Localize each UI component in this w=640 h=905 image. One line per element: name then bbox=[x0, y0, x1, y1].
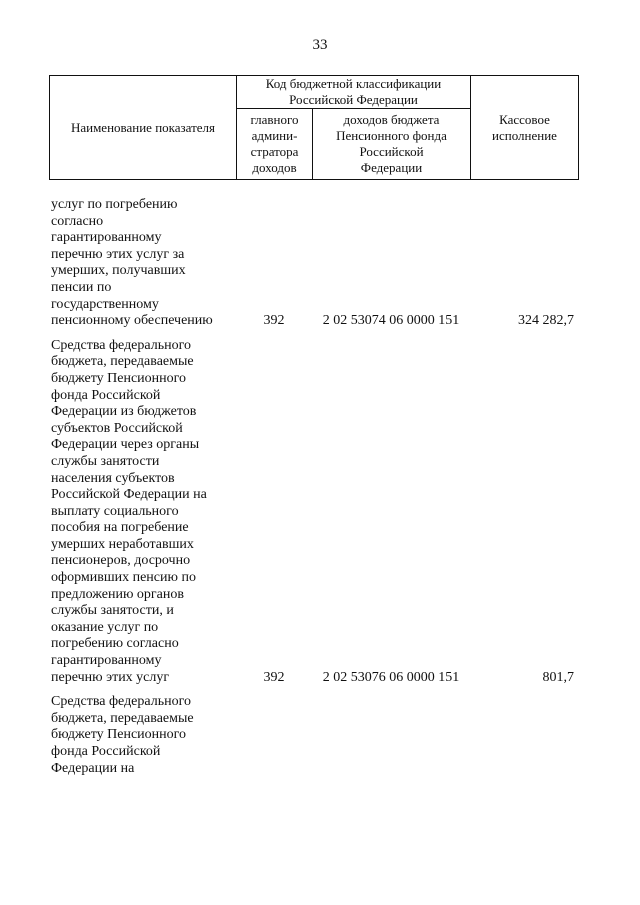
table-header bbox=[49, 75, 579, 180]
indicator-name-line: услуг по погребению bbox=[51, 197, 178, 212]
table-body bbox=[49, 197, 578, 777]
indicator-name-line: Федерации из бюджетов bbox=[51, 404, 197, 420]
admin-code bbox=[236, 694, 312, 777]
indicator-name-line: фонда Российской bbox=[51, 744, 161, 759]
indicator-name-line: оказание услуг по bbox=[51, 619, 159, 635]
header-admin-line: стратора bbox=[250, 144, 299, 159]
indicator-name-line: умерших, получавших bbox=[51, 263, 186, 279]
header-admin-line: главного bbox=[250, 112, 299, 127]
header-income-column bbox=[313, 109, 471, 180]
indicator-name-line: Федерации на bbox=[51, 760, 135, 776]
cash-execution-amount: 801,7 bbox=[542, 669, 574, 685]
table-row bbox=[49, 338, 578, 686]
table-row bbox=[49, 694, 578, 777]
header-code-group bbox=[237, 76, 471, 109]
indicator-name-line: Федерации через органы bbox=[51, 437, 200, 453]
indicator-name-line: умерших неработавших bbox=[51, 536, 194, 552]
header-code-group-line: Российской Федерации bbox=[289, 92, 418, 107]
income-code bbox=[312, 694, 470, 777]
indicator-name-line: предложению органов bbox=[51, 586, 184, 602]
indicator-name-line: перечню этих услуг за bbox=[51, 246, 185, 262]
header-income-line: Российской bbox=[359, 144, 424, 159]
indicator-name-line: субъектов Российской bbox=[51, 420, 183, 436]
admin-code: 392 bbox=[263, 669, 285, 685]
indicator-name-line: Средства федерального bbox=[51, 694, 191, 710]
indicator-name-line: бюджету Пенсионного bbox=[51, 370, 187, 386]
header-amount-line: Кассовое bbox=[499, 111, 550, 127]
cash-execution-amount bbox=[470, 694, 578, 777]
indicator-name-line: населения субъектов bbox=[51, 470, 175, 486]
header-amount-line: исполнение bbox=[492, 127, 557, 143]
indicator-name-line: Средства федерального bbox=[51, 337, 191, 353]
income-code: 2 02 53076 06 0000 151 bbox=[322, 669, 460, 685]
indicator-name bbox=[49, 694, 236, 777]
header-income-line: Федерации bbox=[360, 160, 423, 175]
cash-execution-amount: 324 282,7 bbox=[518, 313, 574, 329]
header-amount-column bbox=[471, 76, 579, 180]
indicator-name-line: бюджета, передаваемые bbox=[51, 354, 194, 370]
indicator-name-line: Российской Федерации на bbox=[51, 487, 207, 503]
header-income-line: Пенсионного фонда bbox=[336, 128, 447, 143]
income-code: 2 02 53074 06 0000 151 bbox=[322, 313, 460, 329]
header-income-line: доходов бюджета bbox=[343, 112, 440, 127]
row-spacer bbox=[49, 330, 578, 338]
indicator-name-line: перечню этих услуг bbox=[51, 669, 170, 685]
indicator-name-line: фонда Российской bbox=[51, 387, 161, 403]
header-code-group-line: Код бюджетной классификации bbox=[265, 76, 442, 91]
indicator-name-line: государственному bbox=[51, 296, 159, 312]
indicator-name-line: гарантированному bbox=[51, 653, 162, 669]
indicator-name-line: погребению согласно bbox=[51, 636, 179, 652]
indicator-name-line: пособия на погребение bbox=[51, 520, 189, 536]
indicator-name bbox=[49, 338, 236, 686]
header-admin-line: доходов bbox=[252, 160, 297, 175]
indicator-name-line: оформивших пенсию по bbox=[51, 570, 196, 586]
indicator-name-line: пенсионному обеспечению bbox=[51, 313, 213, 329]
indicator-name-line: службы занятости bbox=[51, 453, 160, 469]
indicator-name-line: выплату социального bbox=[51, 503, 179, 519]
header-admin-column bbox=[237, 109, 313, 180]
indicator-name-line: бюджету Пенсионного bbox=[51, 727, 187, 743]
indicator-name-line: согласно bbox=[51, 213, 104, 229]
table-row bbox=[49, 197, 578, 330]
page-number: 33 bbox=[312, 37, 328, 53]
indicator-name-line: бюджета, передаваемые bbox=[51, 710, 194, 726]
indicator-name-line: пенсии по bbox=[51, 279, 112, 295]
header-name-label: Наименование показателя bbox=[70, 119, 216, 135]
indicator-name-line: гарантированному bbox=[51, 230, 162, 246]
indicator-name-line: пенсионеров, досрочно bbox=[51, 553, 191, 569]
row-spacer bbox=[49, 686, 578, 694]
header-admin-line: админи- bbox=[251, 128, 298, 143]
indicator-name bbox=[49, 197, 236, 330]
header-name-column bbox=[50, 76, 237, 180]
admin-code: 392 bbox=[263, 313, 285, 329]
indicator-name-line: службы занятости, и bbox=[51, 603, 174, 619]
